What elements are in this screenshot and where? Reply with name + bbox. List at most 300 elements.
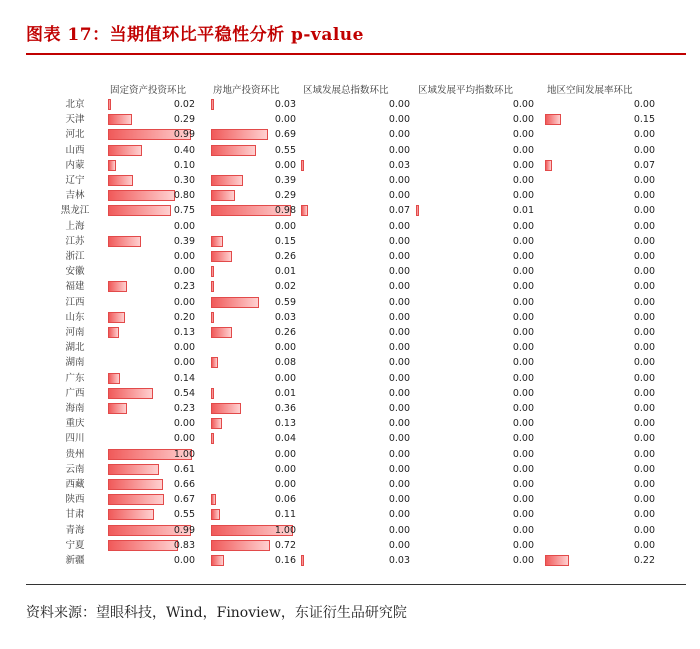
pvalue-cell xyxy=(545,523,658,538)
region-label: 湖南 xyxy=(65,357,85,369)
pvalue-text: 0.00 xyxy=(388,448,410,460)
region-label: 四川 xyxy=(65,433,85,445)
pvalue-text: 0.00 xyxy=(633,448,655,460)
region-label: 上海 xyxy=(65,220,85,232)
pvalue-text: 0.00 xyxy=(274,448,296,460)
pvalue-text: 0.00 xyxy=(512,342,534,354)
pvalue-cell xyxy=(545,431,658,446)
column-header: 区域发展总指数环比 xyxy=(303,85,389,96)
pvalue-cell xyxy=(545,340,658,355)
pvalue-cell xyxy=(545,477,658,492)
pvalue-text: 0.00 xyxy=(633,220,655,232)
pvalue-text: 0.00 xyxy=(173,357,195,369)
table-row xyxy=(52,371,662,386)
pvalue-cell xyxy=(211,264,299,279)
pvalue-text: 0.00 xyxy=(512,524,534,536)
pvalue-cell xyxy=(301,386,413,401)
pvalue-bar xyxy=(211,266,214,277)
pvalue-cell xyxy=(301,219,413,234)
table-row xyxy=(52,143,662,158)
pvalue-cell xyxy=(416,416,537,431)
pvalue-bar xyxy=(545,114,561,125)
pvalue-cell xyxy=(545,310,658,325)
column-header: 地区空间发展率环比 xyxy=(547,85,633,96)
region-label: 吉林 xyxy=(65,190,85,202)
pvalue-cell xyxy=(416,143,537,158)
pvalue-text: 0.30 xyxy=(173,175,195,186)
pvalue-text: 0.00 xyxy=(512,327,534,338)
pvalue-cell xyxy=(108,234,198,249)
pvalue-text: 0.01 xyxy=(274,266,296,278)
pvalue-text: 0.00 xyxy=(633,342,655,354)
pvalue-cell xyxy=(301,553,413,568)
pvalue-bar xyxy=(416,205,419,216)
pvalue-cell xyxy=(416,295,537,310)
pvalue-cell xyxy=(301,507,413,522)
pvalue-text: 0.98 xyxy=(274,205,296,217)
pvalue-text: 0.00 xyxy=(173,266,195,278)
pvalue-cell xyxy=(416,523,537,538)
pvalue-bar xyxy=(211,540,270,551)
pvalue-cell xyxy=(416,158,537,173)
pvalue-text: 0.00 xyxy=(633,129,655,141)
pvalue-cell xyxy=(545,173,658,188)
pvalue-text: 0.00 xyxy=(633,251,655,262)
pvalue-cell xyxy=(108,507,198,522)
table-row xyxy=(52,447,662,462)
pvalue-text: 0.00 xyxy=(388,296,410,308)
region-label: 新疆 xyxy=(65,555,85,566)
pvalue-cell xyxy=(108,401,198,416)
pvalue-cell xyxy=(108,553,198,568)
pvalue-cell xyxy=(416,538,537,553)
pvalue-cell xyxy=(416,355,537,370)
pvalue-text: 0.00 xyxy=(512,159,534,171)
pvalue-text: 0.59 xyxy=(274,296,296,308)
pvalue-cell xyxy=(416,173,537,188)
pvalue-cell xyxy=(108,219,198,234)
pvalue-text: 0.00 xyxy=(512,539,534,551)
pvalue-cell xyxy=(416,340,537,355)
pvalue-text: 0.00 xyxy=(274,479,296,490)
pvalue-text: 0.03 xyxy=(274,99,296,110)
pvalue-cell xyxy=(545,264,658,279)
pvalue-cell xyxy=(416,203,537,218)
pvalue-text: 0.03 xyxy=(274,311,296,323)
pvalue-cell xyxy=(301,355,413,370)
pvalue-cell xyxy=(211,219,299,234)
pvalue-text: 0.14 xyxy=(173,372,195,384)
pvalue-text: 0.23 xyxy=(173,403,195,414)
pvalue-cell xyxy=(211,279,299,294)
pvalue-cell xyxy=(108,371,198,386)
pvalue-text: 0.00 xyxy=(173,251,195,262)
pvalue-text: 0.00 xyxy=(512,296,534,308)
pvalue-cell xyxy=(211,203,299,218)
pvalue-text: 0.01 xyxy=(274,387,296,399)
region-label: 河北 xyxy=(65,129,85,141)
pvalue-cell xyxy=(301,310,413,325)
region-label: 海南 xyxy=(65,403,85,414)
pvalue-bar xyxy=(211,403,241,414)
pvalue-text: 0.00 xyxy=(633,403,655,414)
pvalue-text: 0.00 xyxy=(633,539,655,551)
pvalue-text: 0.66 xyxy=(173,479,195,490)
pvalue-bar xyxy=(108,540,178,551)
pvalue-cell xyxy=(545,295,658,310)
pvalue-bar xyxy=(211,190,235,201)
pvalue-text: 0.00 xyxy=(512,144,534,156)
pvalue-cell xyxy=(211,538,299,553)
pvalue-bar xyxy=(108,190,175,201)
pvalue-bar xyxy=(108,373,120,384)
pvalue-text: 0.00 xyxy=(512,372,534,384)
pvalue-text: 0.00 xyxy=(633,266,655,278)
pvalue-cell xyxy=(301,401,413,416)
pvalue-cell xyxy=(211,416,299,431)
table-row xyxy=(52,477,662,492)
pvalue-bar xyxy=(108,403,127,414)
pvalue-text: 0.40 xyxy=(173,144,195,156)
region-label: 陕西 xyxy=(65,494,85,506)
column-header: 区域发展平均指数环比 xyxy=(418,85,514,96)
pvalue-cell xyxy=(545,325,658,340)
pvalue-bar xyxy=(211,509,220,520)
pvalue-text: 0.15 xyxy=(274,235,296,247)
pvalue-text: 0.00 xyxy=(388,509,410,521)
pvalue-cell xyxy=(416,249,537,264)
pvalue-text: 0.00 xyxy=(388,190,410,202)
pvalue-cell xyxy=(301,477,413,492)
pvalue-bar xyxy=(301,205,308,216)
pvalue-text: 0.00 xyxy=(633,418,655,430)
pvalue-cell xyxy=(545,219,658,234)
pvalue-text: 0.00 xyxy=(388,403,410,414)
pvalue-cell xyxy=(301,325,413,340)
pvalue-text: 0.00 xyxy=(388,235,410,247)
pvalue-bar xyxy=(211,145,256,156)
pvalue-text: 1.00 xyxy=(173,448,195,460)
pvalue-text: 0.01 xyxy=(512,205,534,217)
pvalue-text: 0.00 xyxy=(633,175,655,186)
table-row xyxy=(52,355,662,370)
pvalue-cell xyxy=(108,416,198,431)
pvalue-cell xyxy=(211,97,299,112)
region-label: 浙江 xyxy=(65,251,85,262)
pvalue-cell xyxy=(108,431,198,446)
region-label: 江西 xyxy=(65,296,85,308)
pvalue-text: 0.02 xyxy=(274,281,296,293)
pvalue-text: 0.00 xyxy=(388,114,410,126)
pvalue-text: 0.00 xyxy=(633,433,655,445)
pvalue-text: 0.00 xyxy=(512,175,534,186)
pvalue-bar xyxy=(211,99,214,110)
pvalue-cell xyxy=(545,538,658,553)
table-row xyxy=(52,386,662,401)
pvalue-text: 0.00 xyxy=(633,524,655,536)
pvalue-text: 0.26 xyxy=(274,327,296,338)
pvalue-bar xyxy=(108,145,142,156)
pvalue-text: 0.00 xyxy=(388,281,410,293)
pvalue-cell xyxy=(108,158,198,173)
pvalue-cell xyxy=(108,143,198,158)
pvalue-text: 0.61 xyxy=(173,463,195,475)
pvalue-bar xyxy=(301,555,304,566)
pvalue-text: 0.72 xyxy=(274,539,296,551)
region-label: 广东 xyxy=(65,372,85,384)
pvalue-bar xyxy=(211,312,214,323)
pvalue-text: 0.54 xyxy=(173,387,195,399)
pvalue-cell xyxy=(211,431,299,446)
pvalue-text: 0.00 xyxy=(388,311,410,323)
pvalue-cell xyxy=(211,234,299,249)
pvalue-cell xyxy=(108,447,198,462)
pvalue-cell xyxy=(545,249,658,264)
pvalue-cell xyxy=(301,97,413,112)
pvalue-text: 0.00 xyxy=(388,433,410,445)
table-row xyxy=(52,173,662,188)
pvalue-cell xyxy=(416,112,537,127)
pvalue-cell xyxy=(211,295,299,310)
pvalue-cell xyxy=(545,401,658,416)
pvalue-text: 0.00 xyxy=(512,266,534,278)
pvalue-text: 0.29 xyxy=(274,190,296,202)
pvalue-cell xyxy=(416,477,537,492)
pvalue-text: 0.00 xyxy=(512,555,534,566)
pvalue-bar xyxy=(108,509,154,520)
pvalue-bar xyxy=(108,205,171,216)
pvalue-bar xyxy=(211,236,223,247)
pvalue-bar xyxy=(545,160,552,171)
pvalue-cell xyxy=(108,249,198,264)
pvalue-text: 0.99 xyxy=(173,129,195,141)
pvalue-text: 0.00 xyxy=(388,327,410,338)
pvalue-text: 0.75 xyxy=(173,205,195,217)
pvalue-text: 0.00 xyxy=(633,144,655,156)
pvalue-cell xyxy=(301,295,413,310)
pvalue-cell xyxy=(301,234,413,249)
pvalue-text: 0.00 xyxy=(512,220,534,232)
pvalue-cell xyxy=(545,279,658,294)
pvalue-text: 0.00 xyxy=(274,372,296,384)
pvalue-cell xyxy=(416,371,537,386)
pvalue-cell xyxy=(545,158,658,173)
pvalue-cell xyxy=(211,158,299,173)
pvalue-cell xyxy=(301,188,413,203)
pvalue-cell xyxy=(108,188,198,203)
pvalue-bar xyxy=(108,236,141,247)
table-row xyxy=(52,553,662,568)
region-label: 湖北 xyxy=(65,342,85,354)
pvalue-cell xyxy=(416,188,537,203)
pvalue-text: 0.00 xyxy=(512,479,534,490)
pvalue-text: 0.39 xyxy=(274,175,296,186)
pvalue-cell xyxy=(301,340,413,355)
pvalue-cell xyxy=(416,234,537,249)
table-row xyxy=(52,295,662,310)
pvalue-cell xyxy=(108,97,198,112)
pvalue-text: 0.00 xyxy=(388,524,410,536)
pvalue-text: 0.00 xyxy=(633,463,655,475)
region-label: 云南 xyxy=(65,463,85,475)
pvalue-text: 0.13 xyxy=(274,418,296,430)
table-row xyxy=(52,97,662,112)
region-label: 江苏 xyxy=(65,235,85,247)
pvalue-text: 0.00 xyxy=(512,463,534,475)
table-row xyxy=(52,401,662,416)
pvalue-text: 0.00 xyxy=(512,129,534,141)
table-row xyxy=(52,127,662,142)
pvalue-cell xyxy=(545,416,658,431)
pvalue-cell xyxy=(416,447,537,462)
table-row xyxy=(52,249,662,264)
column-header: 房地产投资环比 xyxy=(213,85,280,96)
region-label: 甘肃 xyxy=(65,509,85,521)
table-row xyxy=(52,203,662,218)
pvalue-text: 0.00 xyxy=(512,311,534,323)
pvalue-text: 0.00 xyxy=(633,327,655,338)
pvalue-text: 0.00 xyxy=(633,311,655,323)
pvalue-cell xyxy=(301,492,413,507)
pvalue-cell xyxy=(211,249,299,264)
pvalue-bar xyxy=(211,297,259,308)
pvalue-text: 0.02 xyxy=(173,99,195,110)
pvalue-text: 0.00 xyxy=(512,448,534,460)
pvalue-cell xyxy=(108,295,198,310)
pvalue-cell xyxy=(108,492,198,507)
footer-rule xyxy=(26,584,686,585)
pvalue-text: 0.00 xyxy=(512,190,534,202)
pvalue-bar xyxy=(108,388,153,399)
pvalue-bar xyxy=(301,160,304,171)
pvalue-cell xyxy=(545,386,658,401)
table-row xyxy=(52,158,662,173)
pvalue-cell xyxy=(416,553,537,568)
pvalue-text: 0.00 xyxy=(173,220,195,232)
pvalue-text: 0.00 xyxy=(388,387,410,399)
table-row xyxy=(52,234,662,249)
pvalue-text: 0.20 xyxy=(173,311,195,323)
pvalue-text: 0.00 xyxy=(633,494,655,506)
pvalue-text: 0.00 xyxy=(512,114,534,126)
region-label: 宁夏 xyxy=(65,539,85,551)
pvalue-bar xyxy=(211,251,232,262)
pvalue-text: 0.00 xyxy=(388,144,410,156)
pvalue-bar xyxy=(211,175,243,186)
pvalue-text: 0.00 xyxy=(388,129,410,141)
pvalue-text: 0.00 xyxy=(388,357,410,369)
region-label: 北京 xyxy=(65,99,85,110)
pvalue-cell xyxy=(301,264,413,279)
pvalue-cell xyxy=(211,355,299,370)
pvalue-text: 0.07 xyxy=(388,205,410,217)
pvalue-cell xyxy=(545,492,658,507)
pvalue-cell xyxy=(108,264,198,279)
pvalue-text: 0.04 xyxy=(274,433,296,445)
pvalue-cell xyxy=(545,462,658,477)
pvalue-text: 0.00 xyxy=(633,357,655,369)
pvalue-text: 0.00 xyxy=(388,418,410,430)
pvalue-cell xyxy=(545,188,658,203)
pvalue-cell xyxy=(108,538,198,553)
pvalue-cell xyxy=(211,492,299,507)
region-label: 重庆 xyxy=(65,418,85,430)
region-label: 山东 xyxy=(65,311,85,323)
pvalue-bar xyxy=(211,129,268,140)
pvalue-cell xyxy=(301,127,413,142)
pvalue-text: 0.00 xyxy=(512,418,534,430)
table-row xyxy=(52,431,662,446)
pvalue-text: 0.10 xyxy=(173,159,195,171)
pvalue-bar xyxy=(108,464,159,475)
table-row xyxy=(52,462,662,477)
pvalue-cell xyxy=(416,264,537,279)
pvalue-text: 0.69 xyxy=(274,129,296,141)
table-row xyxy=(52,538,662,553)
pvalue-bar xyxy=(211,388,214,399)
pvalue-text: 0.00 xyxy=(274,114,296,126)
pvalue-bar xyxy=(108,99,111,110)
pvalue-cell xyxy=(211,553,299,568)
table-row xyxy=(52,310,662,325)
region-label: 天津 xyxy=(65,114,85,126)
pvalue-bar xyxy=(108,327,119,338)
pvalue-text: 0.00 xyxy=(633,296,655,308)
source-note: 资料来源：望眼科技，Wind，Finoview，东证衍生品研究院 xyxy=(26,605,407,621)
pvalue-cell xyxy=(108,173,198,188)
pvalue-text: 0.00 xyxy=(633,205,655,217)
pvalue-text: 0.00 xyxy=(388,99,410,110)
pvalue-text: 0.67 xyxy=(173,494,195,506)
pvalue-cell xyxy=(211,462,299,477)
pvalue-text: 0.80 xyxy=(173,190,195,202)
pvalue-cell xyxy=(545,553,658,568)
pvalue-cell xyxy=(211,340,299,355)
pvalue-cell xyxy=(211,325,299,340)
pvalue-cell xyxy=(301,143,413,158)
pvalue-text: 0.00 xyxy=(274,342,296,354)
pvalue-cell xyxy=(545,234,658,249)
pvalue-text: 0.00 xyxy=(633,235,655,247)
pvalue-text: 0.00 xyxy=(388,479,410,490)
pvalue-cell xyxy=(211,143,299,158)
pvalue-cell xyxy=(416,462,537,477)
pvalue-bar xyxy=(108,160,116,171)
pvalue-text: 0.00 xyxy=(633,479,655,490)
pvalue-cell xyxy=(301,447,413,462)
pvalue-cell xyxy=(416,279,537,294)
pvalue-text: 0.23 xyxy=(173,281,195,293)
pvalue-text: 0.26 xyxy=(274,251,296,262)
pvalue-cell xyxy=(545,507,658,522)
pvalue-text: 0.07 xyxy=(633,159,655,171)
pvalue-text: 0.00 xyxy=(388,494,410,506)
pvalue-text: 0.00 xyxy=(512,403,534,414)
pvalue-cell xyxy=(108,462,198,477)
pvalue-cell xyxy=(301,112,413,127)
pvalue-cell xyxy=(108,279,198,294)
pvalue-text: 0.00 xyxy=(512,494,534,506)
region-label: 河南 xyxy=(65,327,85,338)
pvalue-bar xyxy=(108,281,127,292)
pvalue-text: 0.00 xyxy=(512,99,534,110)
figure-title: 图表 17：当期值环比平稳性分析 p-value xyxy=(26,25,364,45)
pvalue-cell xyxy=(108,340,198,355)
pvalue-text: 0.13 xyxy=(173,327,195,338)
pvalue-cell xyxy=(211,507,299,522)
pvalue-text: 0.55 xyxy=(173,509,195,521)
pvalue-text: 0.00 xyxy=(388,539,410,551)
